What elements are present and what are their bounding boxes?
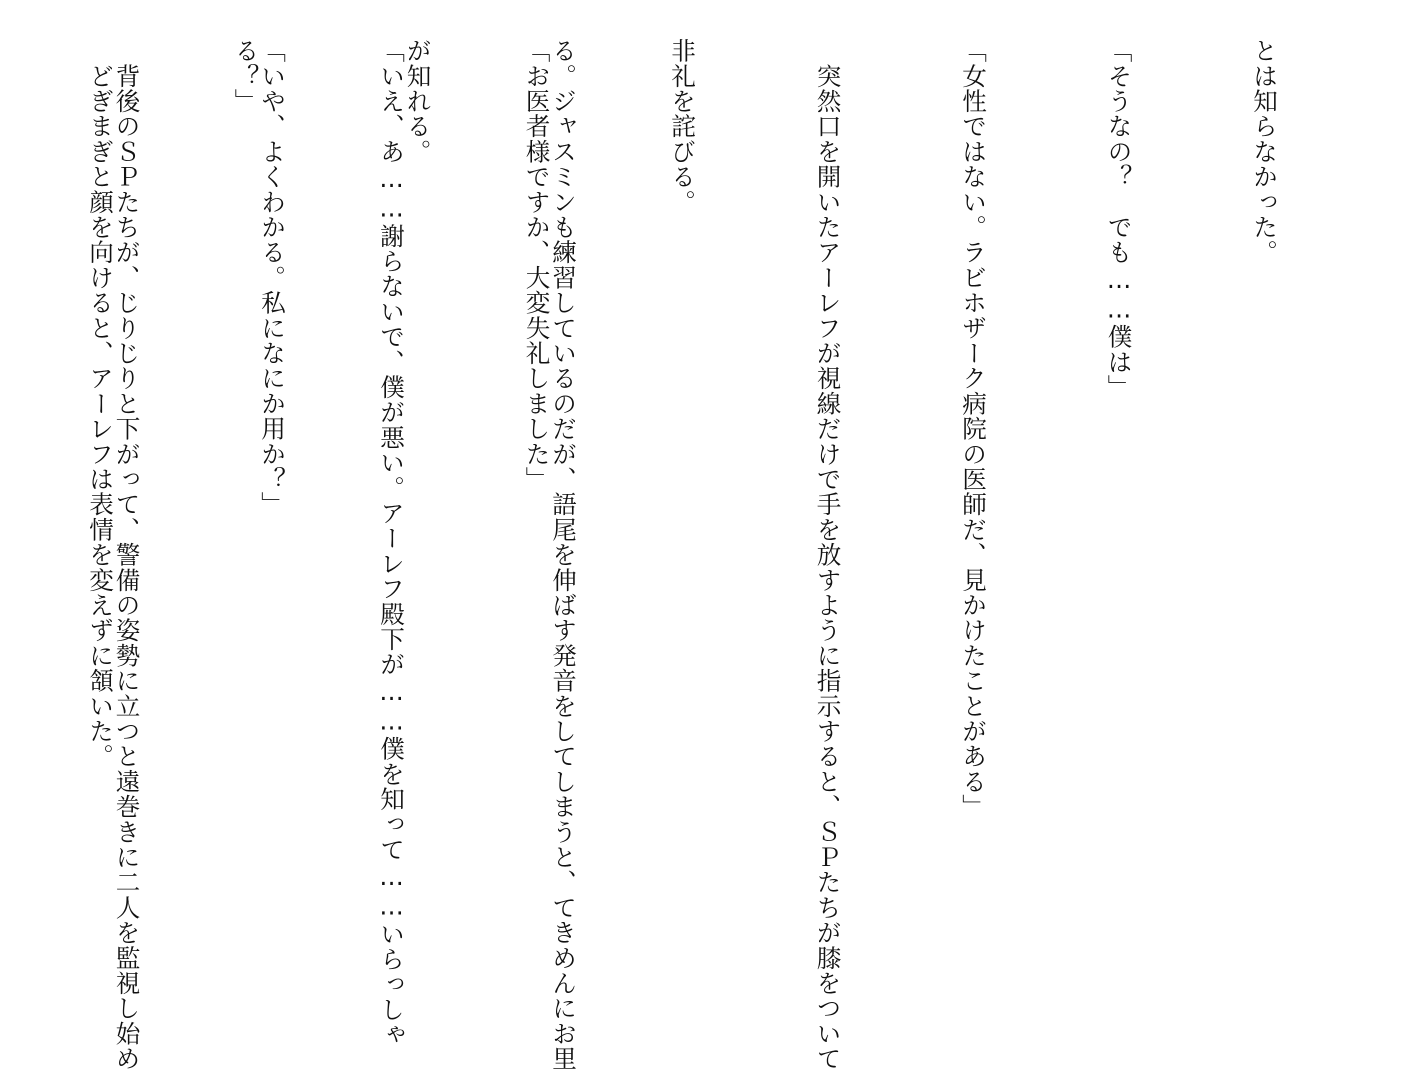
- text-line: 「そうなの？ でも……僕は」: [1104, 38, 1134, 400]
- text-line: とは知らなかった。: [1250, 38, 1279, 265]
- text-line: [0, 38, 5, 968]
- left-page-text: [44, 38, 684, 1071]
- text-line: 背後のＳＰたちが、じりじりと下がって、警備の姿勢に立つと遠巻きに二人を監視し始め: [112, 38, 142, 1071]
- text-line: 「いや、よくわかる。私になにか用か？」: [258, 38, 287, 517]
- text-line: 「女性ではない。ラビホザーク病院の医師だ、見かけたことがある」: [959, 38, 988, 820]
- text-line: が知れる。: [403, 38, 433, 164]
- text-line: 「お医者様ですか、大変失礼しました」: [522, 38, 552, 492]
- text-line: る？」: [231, 38, 261, 114]
- text-line: る。ジャスミンも練習しているのだが、語尾を伸ばす発音をしてしまうと、てきめんにお里: [549, 38, 578, 1071]
- text-line: どぎまぎと顔を向けると、アーレフは表情を変えずに頷いた。: [86, 38, 115, 769]
- text-line: 非礼を詫びる。: [668, 38, 697, 215]
- text-line: 突然口を開いたアーレフが視線だけで手を放すように指示すると、ＳＰたちが膝をついて: [813, 38, 843, 1071]
- text-line: 「いえ、あ……謝らないで、僕が悪い。アーレフ殿下が……僕を知って……いらっしゃ: [377, 38, 406, 1048]
